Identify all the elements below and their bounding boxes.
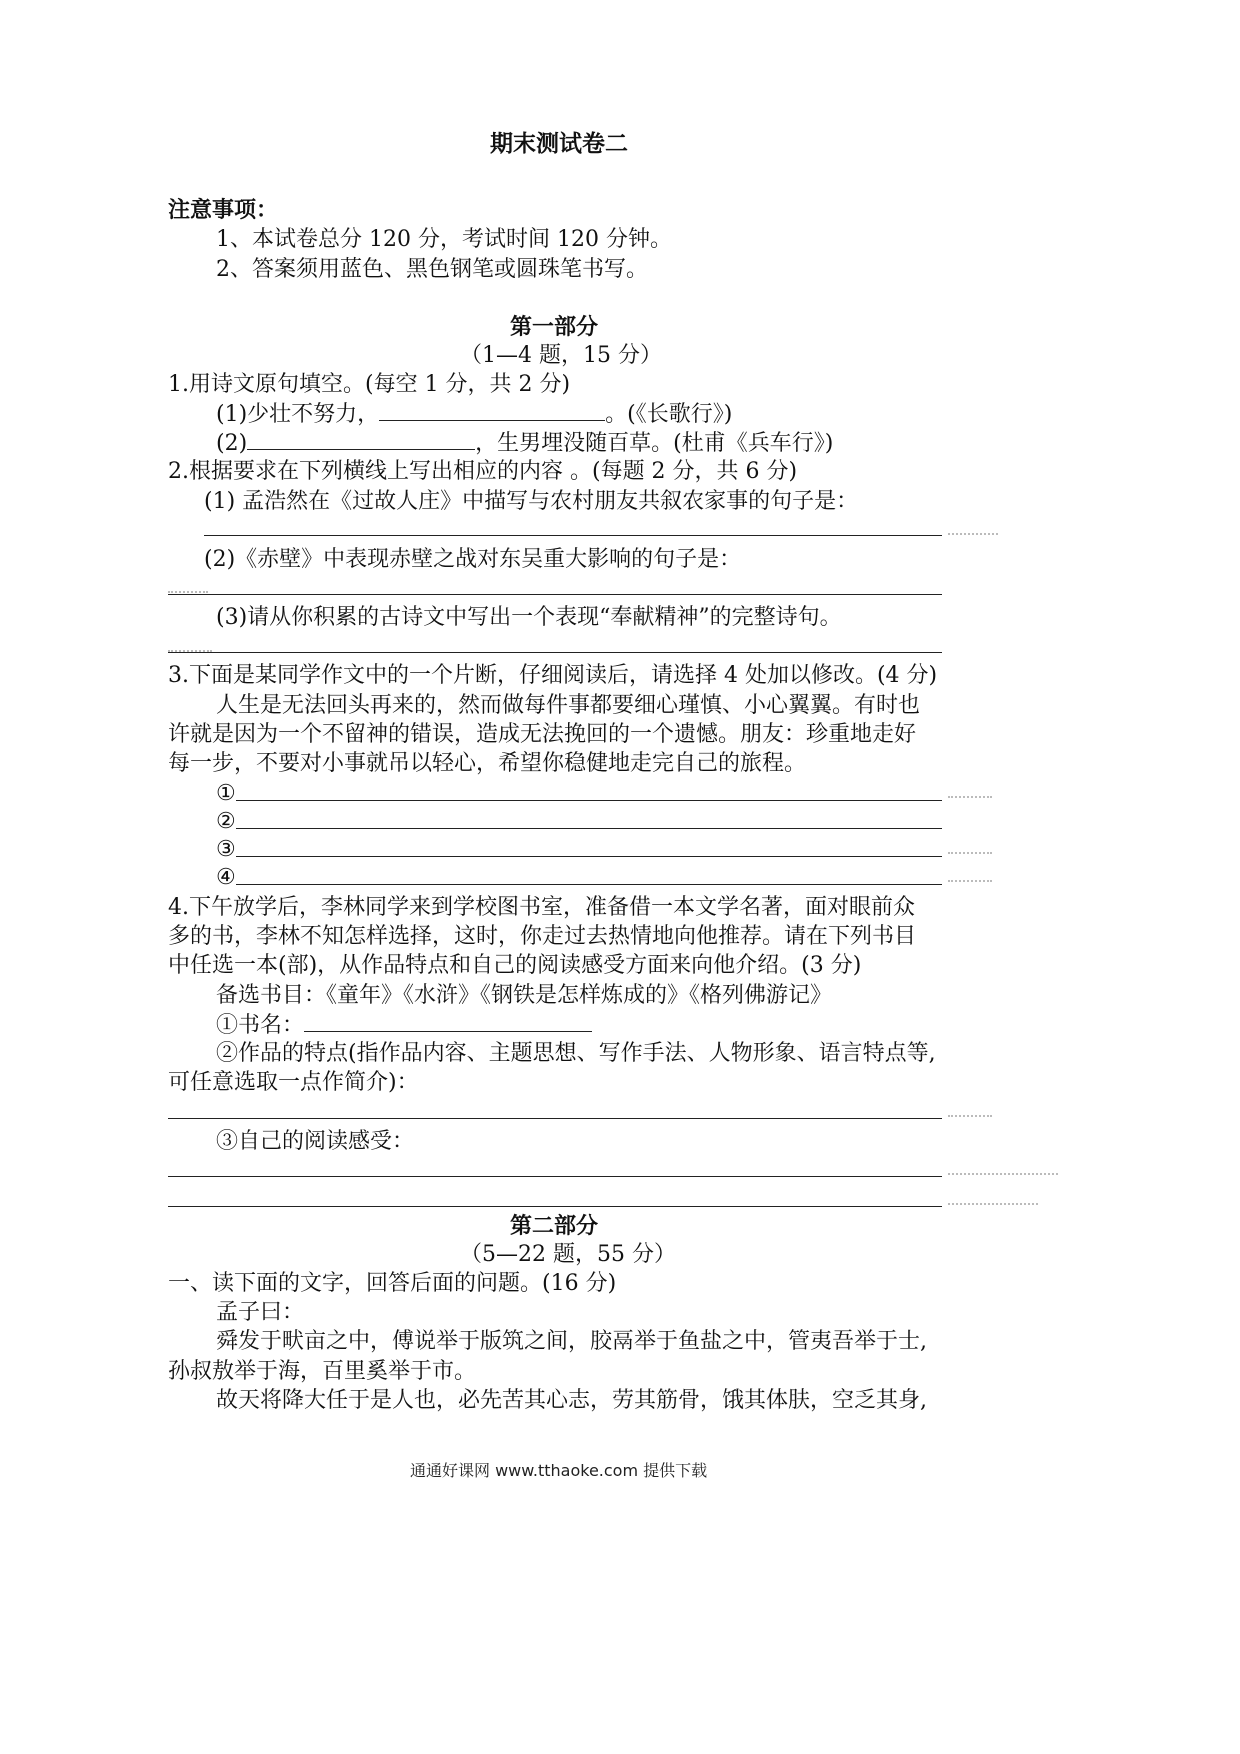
q2-stem: 2.根据要求在下列横线上写出相应的内容 。(每题 2 分，共 6 分) (168, 459, 798, 484)
q4-name-label: ①书名： (216, 1013, 305, 1038)
q1-b (216, 429, 833, 458)
part1-heading: 第一部分 (510, 314, 599, 340)
q1-b-suffix: ，生男埋没随百草。(杜甫《兵车行》) (475, 431, 834, 456)
q4-feel-answer-line-2[interactable] (168, 1206, 942, 1207)
q3-passage-line: 每一步，不要对小事就吊以轻心，希望你稳健地走完自己的旅程。 (168, 751, 807, 776)
q4-stem-line: 多的书，李林不知怎样选择，这时，你走过去热情地向他推荐。请在下列书目 (168, 924, 917, 949)
q3-answer-line-4[interactable] (236, 884, 942, 885)
page-title: 期末测试卷二 (490, 130, 628, 157)
q3-mark-1: ① (216, 781, 236, 806)
part2-text-line: 故天将降大任于是人也，必先苦其心志，劳其筋骨，饿其体肤，空乏其身, (216, 1388, 927, 1413)
scan-dots (168, 591, 208, 593)
part2-text-line: 舜发于畎亩之中，傅说举于版筑之间，胶鬲举于鱼盐之中，管夷吾举于士, (216, 1329, 927, 1354)
q3-answer-line-1[interactable] (236, 800, 942, 801)
q4-books: 备选书目：《童年》《水浒》《钢铁是怎样炼成的》《格列佛游记》 (216, 983, 833, 1008)
q4-feature-answer-line[interactable] (168, 1118, 942, 1119)
scan-dots (168, 650, 212, 652)
scan-dots (948, 533, 998, 535)
q4-name (216, 1011, 592, 1040)
notice-item-1: 1、本试卷总分 120 分，考试时间 120 分钟。 (216, 227, 672, 252)
part2-text-line: 孟子曰： (216, 1300, 305, 1325)
q4-stem-line: 中任选一本(部)，从作品特点和自己的阅读感受方面来向他介绍。(3 分) (168, 953, 862, 978)
q1-a-suffix: 。(《长歌行》) (605, 402, 733, 427)
q2-c: (3)请从你积累的古诗文中写出一个表现“奉献精神”的完整诗句。 (216, 605, 842, 630)
q3-passage-line: 许就是因为一个不留神的错误，造成无法挽回的一个遗憾。朋友：珍重地走好 (168, 722, 917, 747)
q3-mark-3: ③ (216, 837, 236, 862)
q2-c-answer-line[interactable] (168, 652, 942, 653)
part2-text-line: 孙叔敖举于海，百里奚举于市。 (168, 1359, 477, 1384)
scan-dots (948, 852, 992, 854)
part2-heading: 第二部分 (510, 1213, 599, 1239)
q3-stem: 3.下面是某同学作文中的一个片断，仔细阅读后，请选择 4 处加以修改。(4 分) (168, 663, 938, 688)
scan-dots (948, 880, 992, 882)
scan-dots (948, 1203, 1038, 1205)
q2-a-answer-line[interactable] (204, 535, 942, 536)
q4-feel-answer-line-1[interactable] (168, 1176, 942, 1177)
q2-a: (1) 孟浩然在《过故人庄》中描写与农村朋友共叙农家事的句子是： (204, 489, 859, 514)
q1-a-prefix: (1)少壮不努力， (216, 402, 380, 427)
scan-dots (948, 1115, 992, 1117)
footer: 通通好课网 www.tthaoke.com 提供下载 (410, 1461, 708, 1480)
notice-heading: 注意事项： (168, 197, 279, 223)
q3-mark-4: ④ (216, 865, 236, 890)
q3-mark-2: ② (216, 809, 236, 834)
q4-feel: ③自己的阅读感受： (216, 1129, 415, 1154)
q1-b-prefix: (2) (216, 431, 248, 456)
q4-stem-line: 4.下午放学后，李林同学来到学校图书室，准备借一本文学名著，面对眼前众 (168, 895, 915, 920)
q1-b-blank[interactable] (247, 429, 475, 450)
q2-b-answer-line[interactable] (168, 594, 942, 595)
scan-dots (948, 796, 992, 798)
q2-b: (2)《赤壁》中表现赤壁之战对东吴重大影响的句子是： (204, 547, 742, 572)
q1-stem: 1.用诗文原句填空。(每空 1 分，共 2 分) (168, 372, 571, 397)
q4-name-blank[interactable] (304, 1011, 592, 1032)
part2-range: （5—22 题，55 分） (460, 1242, 676, 1267)
notice-item-2: 2、答案须用蓝色、黑色钢笔或圆珠笔书写。 (216, 257, 648, 282)
q4-feature-line: 可任意选取一点作简介)： (168, 1070, 419, 1095)
q1-a (216, 400, 732, 429)
q4-feature-line: ②作品的特点(指作品内容、主题思想、写作手法、人物形象、语言特点等, (216, 1041, 936, 1066)
part2-section: 一、读下面的文字，回答后面的问题。(16 分) (168, 1271, 617, 1296)
q3-answer-line-2[interactable] (236, 828, 942, 829)
scan-dots (948, 1173, 1058, 1175)
q3-passage-line: 人生是无法回头再来的，然而做每件事都要细心瑾慎、小心翼翼。有时也 (216, 693, 921, 718)
q3-answer-line-3[interactable] (236, 856, 942, 857)
part1-range: （1—4 题，15 分） (460, 343, 662, 368)
q1-a-blank[interactable] (379, 400, 605, 421)
